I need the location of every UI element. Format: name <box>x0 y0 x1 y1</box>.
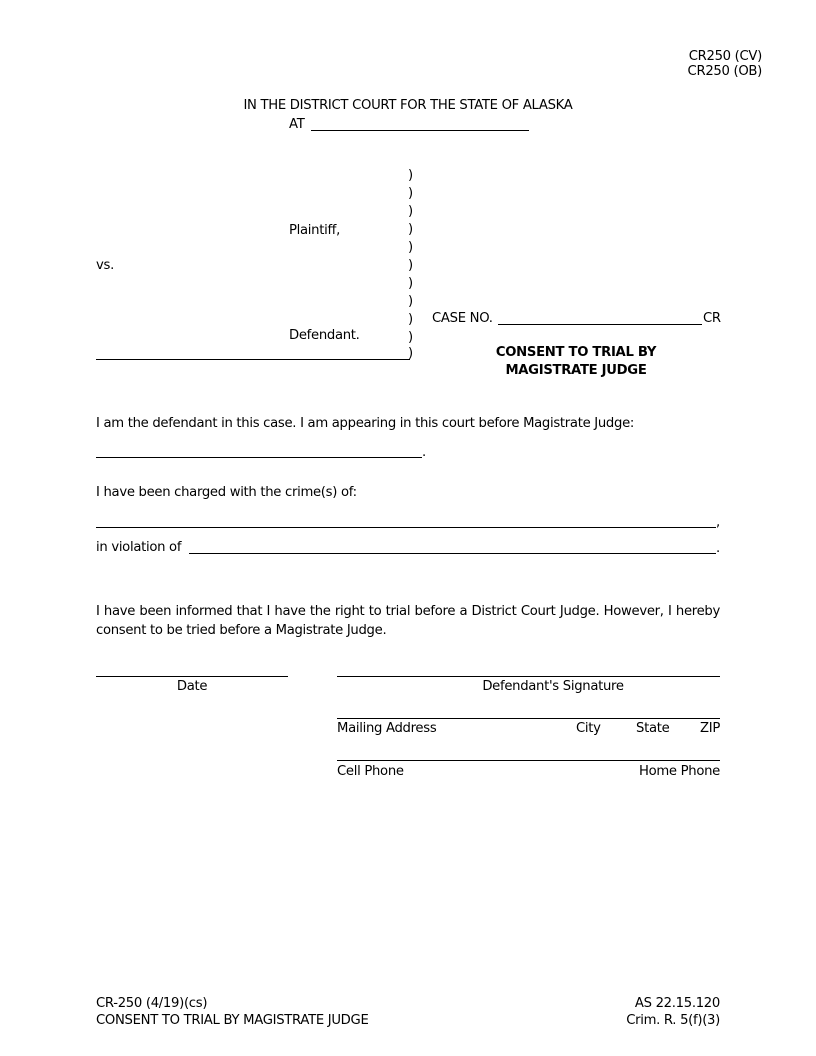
case-number-field[interactable] <box>498 324 702 325</box>
footer-rule: Crim. R. 5(f)(3) <box>626 1013 720 1028</box>
state-label: State <box>636 721 670 736</box>
caption-paren: ) <box>408 312 413 327</box>
phone-field[interactable] <box>337 760 720 761</box>
plaintiff-label: Plaintiff, <box>289 223 341 238</box>
signature-label: Defendant's Signature <box>482 679 624 694</box>
defendant-label: Defendant. <box>289 328 360 343</box>
court-location-field[interactable] <box>311 130 529 131</box>
charges-field[interactable] <box>96 527 716 528</box>
mailing-address-label: Mailing Address <box>337 721 437 736</box>
caption-underline <box>96 359 410 360</box>
magistrate-name-field[interactable] <box>96 457 422 458</box>
signature-field[interactable] <box>337 676 720 677</box>
period: . <box>716 541 720 556</box>
caption-paren: ) <box>408 204 413 219</box>
date-label: Date <box>176 679 208 694</box>
at-label: AT <box>289 117 305 132</box>
footer-form-title: CONSENT TO TRIAL BY MAGISTRATE JUDGE <box>96 1013 369 1028</box>
home-phone-label: Home Phone <box>639 764 720 779</box>
cell-phone-label: Cell Phone <box>337 764 404 779</box>
charges-statement: I have been charged with the crime(s) of: <box>96 485 357 500</box>
caption-paren: ) <box>408 276 413 291</box>
case-suffix: CR <box>703 311 721 326</box>
footer-statute: AS 22.15.120 <box>634 996 720 1011</box>
footer-form-id: CR-250 (4/19)(cs) <box>96 996 208 1011</box>
caption-paren: ) <box>408 222 413 237</box>
caption-paren: ) <box>408 346 413 361</box>
city-label: City <box>576 721 601 736</box>
form-title-line1: CONSENT TO TRIAL BY <box>495 345 657 360</box>
case-no-label: CASE NO. <box>432 311 493 326</box>
caption-paren: ) <box>408 258 413 273</box>
form-title-line2: MAGISTRATE JUDGE <box>505 363 647 378</box>
consent-statement: I have been informed that I have the right to trial before a District Court Judge. However, I hereby consent to be tried before a Magistrate Judge. <box>96 604 720 638</box>
caption-paren: ) <box>408 168 413 183</box>
caption-paren: ) <box>408 294 413 309</box>
form-code-ob: CR250 (OB) <box>687 64 762 79</box>
period: . <box>422 445 426 460</box>
caption-paren: ) <box>408 330 413 345</box>
address-field[interactable] <box>337 718 720 719</box>
caption-paren: ) <box>408 186 413 201</box>
violation-field[interactable] <box>189 553 716 554</box>
vs-label: vs. <box>96 258 114 273</box>
zip-label: ZIP <box>700 721 720 736</box>
form-code-cv: CR250 (CV) <box>688 49 762 64</box>
caption-paren: ) <box>408 240 413 255</box>
date-field[interactable] <box>96 676 288 677</box>
court-heading: IN THE DISTRICT COURT FOR THE STATE OF ALASKA <box>243 98 573 113</box>
appearance-statement: I am the defendant in this case. I am appearing in this court before Magistrate Judge: <box>96 416 635 431</box>
comma: , <box>716 515 720 530</box>
violation-label: in violation of <box>96 540 182 555</box>
